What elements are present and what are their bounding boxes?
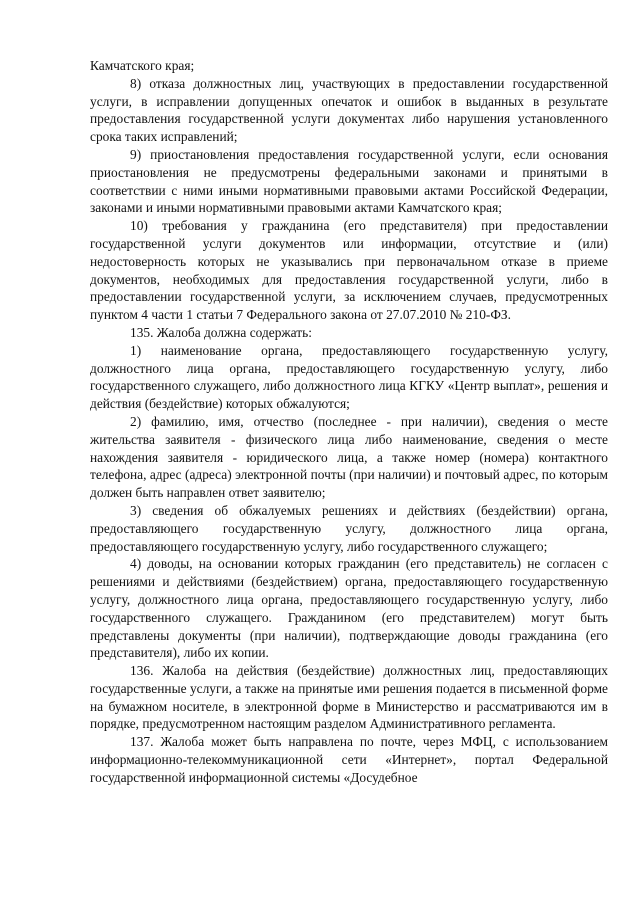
paragraph-135-item-1: 1) наименование органа, предоставляющего государственную услугу, должностного лица органа, предоставляющего государственную услугу, либо государственного служащего, либо должностного лица КГКУ «Центр выплат», решения и действия (бездействие) которых обжалуются; xyxy=(90,342,608,412)
paragraph-clause-135: 135. Жалоба должна содержать: xyxy=(130,324,312,340)
document-body xyxy=(90,57,608,787)
paragraph-continuation: Камчатского края; xyxy=(90,58,195,73)
paragraph-clause-137: 137. Жалоба может быть направлена по почте, через МФЦ, с использованием информационно-телекоммуникационной сети «Интернет», портал Федеральной государственной информационной системы «Досудебное xyxy=(90,734,608,785)
paragraph-135-item-2: 2) фамилию, имя, отчество (последнее - при наличии), сведения о месте жительства заявителя - физического лица либо наименование, сведения о месте нахождения заявителя - юридического лица, а также номер (номера) контактного телефона, адрес (адреса) электронной почты (при наличии) и почтовый адрес, по которым должен быть направлен ответ заявителю; xyxy=(90,413,608,501)
paragraph-135-item-3: 3) сведения об обжалуемых решениях и действиях (бездействии) органа, предоставляющего государственную услугу, должностного лица органа, предоставляющего государственную услугу, либо государственного служащего; xyxy=(90,502,608,554)
paragraph-item-9: 9) приостановления предоставления государственной услуги, если основания приостановления не предусмотрены федеральными законами и принятыми в соответствии с ними иными нормативными правовыми актами Российской Федерации, законами и иными нормативными правовыми актами Камчатского края; xyxy=(90,146,608,216)
paragraph-item-10: 10) требования у гражданина (его представителя) при предоставлении государственной услуги документов или информации, отсутствие и (или) недостоверность которых не указывались при первоначальном отказе в приеме документов, необходимых для предоставления государственной услуги, либо в предоставлении государственной услуги, за исключением случаев, предусмотренных пунктом 4 части 1 статьи 7 Федерального закона от 27.07.2010 № 210-ФЗ. xyxy=(90,218,608,323)
paragraph-clause-136: 136. Жалоба на действия (бездействие) должностных лиц, предоставляющих государственные услуги, а также на принятые ими решения подается в письменной форме на бумажном носителе, в электронной форме в Министерство и рассматриваются им в порядке, предусмотренном настоящим разделом Административного регламента. xyxy=(90,663,608,732)
paragraph-135-item-4: 4) доводы, на основании которых гражданин (его представитель) не согласен с решениями и действиями (бездействием) органа, предоставляющего государственную услугу, должностного лица органа, предоставляющего государственную услугу, либо государственного служащего. Гражданином (его представителем) могут быть представлены документы (при наличии), подтверждающие доводы гражданина (его представителя), либо их копии. xyxy=(90,556,608,661)
paragraph-item-8: 8) отказа должностных лиц, участвующих в предоставлении государственной услуги, в исправлении допущенных опечаток и ошибок в выданных в результате предоставления государственной услуги документах либо нарушения установленного срока таких исправлений; xyxy=(90,75,608,145)
